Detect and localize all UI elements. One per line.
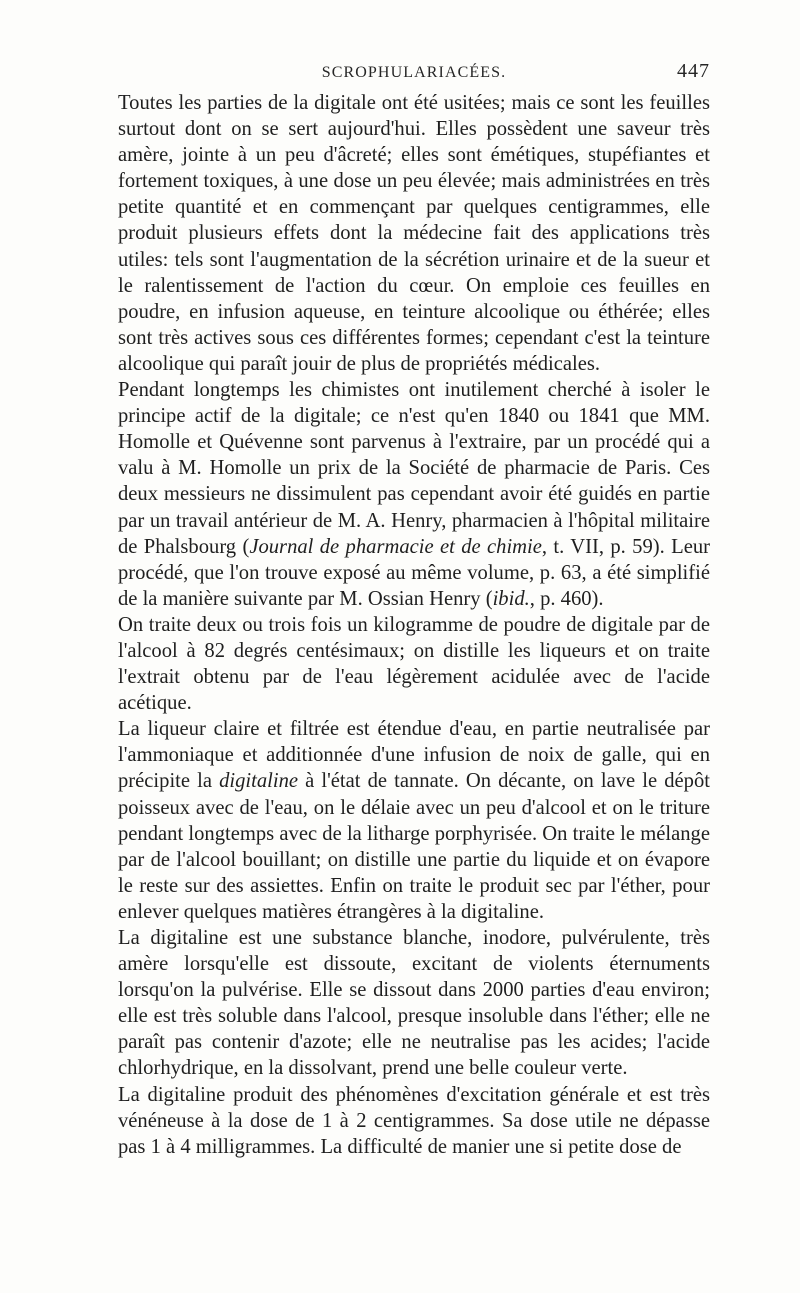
italic-citation: Journal de pharmacie et de chimie xyxy=(249,535,542,558)
text-segment: On traite deux ou trois fois un kilogramme de poudre de digitale par de l'alcool à 82 degrés centésimaux; on distille les liqueurs et on traite l'extrait obtenu par de l'eau légèrement acidulée avec de l'acide acétique. xyxy=(118,613,710,715)
paragraph xyxy=(118,716,710,925)
running-title: SCROPHULARIACÉES. xyxy=(321,64,507,81)
text-segment: Pendant longtemps les chimistes ont inutilement cherché à isoler le principe actif de la digitale; ce n'est qu'en 1840 ou 1841 que MM. Homolle et Quévenne sont parvenus à l'extraire, par un procédé qui a valu à M. Homolle un prix de la Société de pharmacie de Paris. Ces deux messieurs ne dissimulent pas cependant avoir été guidés en partie par un travail antérieur de M. A. Henry, pharmacien à l'hôpital militaire de Phalsbourg ( xyxy=(118,379,710,558)
paragraph xyxy=(118,90,710,377)
paragraph xyxy=(118,612,710,716)
page-number: 447 xyxy=(677,60,710,82)
paragraph xyxy=(118,1082,710,1160)
text-segment: à l'état de tannate. On décante, on lave le dépôt poisseux avec de l'eau, on le délaie avec un peu d'alcool et on le triture pendant longtemps avec de la litharge porphyrisée. On traite le mélange par de l'alcool bouillant; on distille une partie du liquide et on évapore le reste sur des assiettes. Enfin on traite le produit sec par l'éther, pour enlever quelques matières étrangères à la digitaline. xyxy=(118,770,710,923)
text-segment: , t. VII, p. 59). Leur procédé, que l'on trouve exposé au même volume, p. 63, a été simplifié de la manière suivante par M. Ossian Henry ( xyxy=(118,535,711,610)
page-header xyxy=(118,60,710,90)
text-segment: Toutes les parties de la digitale ont été usitées; mais ce sont les feuilles surtout dont on se sert aujourd'hui. Elles possèdent une saveur très amère, jointe à un peu d'âcreté; elles sont émétiques, stupéfiantes et fortement toxiques, à une dose un peu élevée; mais administrées en très petite quantité et en commençant par quelques centigrammes, elle produit plusieurs effets dont la médecine fait des applications très utiles: tels sont l'augmentation de la sécrétion urinaire et de la sueur et le ralentissement de l'action du cœur. On emploie ces feuilles en poudre, en infusion aqueuse, en teinture alcoolique ou éthérée; elles sont très actives sous ces différentes formes; cependant c'est la teinture alcoolique qui paraît jouir de plus de propriétés médicales. xyxy=(118,92,710,375)
italic-citation: ibid. xyxy=(492,587,530,610)
paragraph xyxy=(118,925,710,1082)
text-segment: , p. 460). xyxy=(529,587,604,610)
text-segment: La liqueur claire et filtrée est étendue d'eau, en partie neutralisée par l'ammoniaque et additionnée d'une infusion de noix de galle, qui en précipite la xyxy=(118,718,710,793)
italic-term: digitaline xyxy=(219,770,299,793)
paragraph xyxy=(118,377,710,612)
text-segment: La digitaline produit des phénomènes d'excitation générale et est très vénéneuse à la dose de 1 à 2 centigrammes. Sa dose utile ne dépasse pas 1 à 4 milligrammes. La difficulté de manier une si petite dose de xyxy=(118,1083,710,1158)
body-text xyxy=(118,90,710,1160)
text-segment: La digitaline est une substance blanche, inodore, pulvérulente, très amère lorsqu'elle est dissoute, excitant de violents éternuments lorsqu'on la pulvérise. Elle se dissout dans 2000 parties d'eau environ; elle est très soluble dans l'alcool, presque insoluble dans l'éther; elle ne paraît pas contenir d'azote; elle ne neutralise pas les acides; l'acide chlorhydrique, en la dissolvant, prend une belle couleur verte. xyxy=(118,927,710,1080)
